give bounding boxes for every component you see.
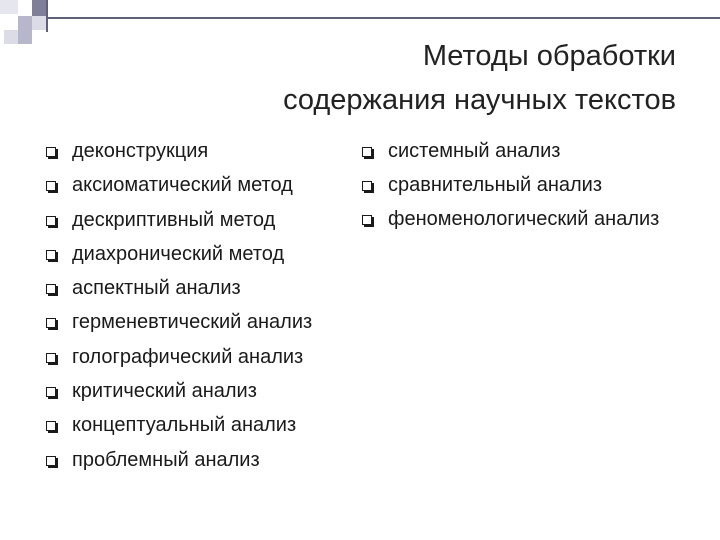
list-item: проблемный анализ xyxy=(44,449,374,483)
decor-square xyxy=(18,16,32,30)
decor-vertical-line xyxy=(46,0,48,32)
square-bullet-icon xyxy=(46,284,56,294)
list-item: аспектный анализ xyxy=(44,277,374,311)
left-method-list xyxy=(44,140,374,483)
square-bullet-icon xyxy=(46,250,56,260)
list-item: аксиоматический метод xyxy=(44,174,374,208)
square-bullet-icon xyxy=(362,181,372,191)
square-bullet-icon xyxy=(46,181,56,191)
list-item: сравнительный анализ xyxy=(360,174,660,208)
list-item: критический анализ xyxy=(44,380,374,414)
right-method-list xyxy=(360,140,660,239)
square-bullet-icon xyxy=(46,353,56,363)
square-bullet-icon xyxy=(46,456,56,466)
decor-square xyxy=(32,0,46,16)
list-item: феноменологический анализ xyxy=(360,205,660,239)
square-bullet-icon xyxy=(46,421,56,431)
list-item: дескриптивный метод xyxy=(44,209,374,243)
list-item: деконструкция xyxy=(44,140,374,174)
list-item: концептуальный анализ xyxy=(44,414,374,448)
title-line-1: Методы обработки xyxy=(422,40,676,72)
square-bullet-icon xyxy=(362,215,372,225)
decor-horizontal-line xyxy=(46,17,720,19)
square-bullet-icon xyxy=(362,147,372,157)
list-item: голографический анализ xyxy=(44,346,374,380)
decor-square xyxy=(0,0,18,14)
title-line-2: содержания научных текстов xyxy=(283,84,676,116)
list-item: системный анализ xyxy=(360,140,660,174)
decor-square xyxy=(4,30,18,44)
square-bullet-icon xyxy=(46,147,56,157)
slide-title xyxy=(283,34,676,122)
list-item: диахронический метод xyxy=(44,243,374,277)
square-bullet-icon xyxy=(46,387,56,397)
decor-square xyxy=(18,30,32,44)
square-bullet-icon xyxy=(46,216,56,226)
decor-square xyxy=(32,16,46,30)
list-item: герменевтический анализ xyxy=(44,311,374,345)
square-bullet-icon xyxy=(46,318,56,328)
